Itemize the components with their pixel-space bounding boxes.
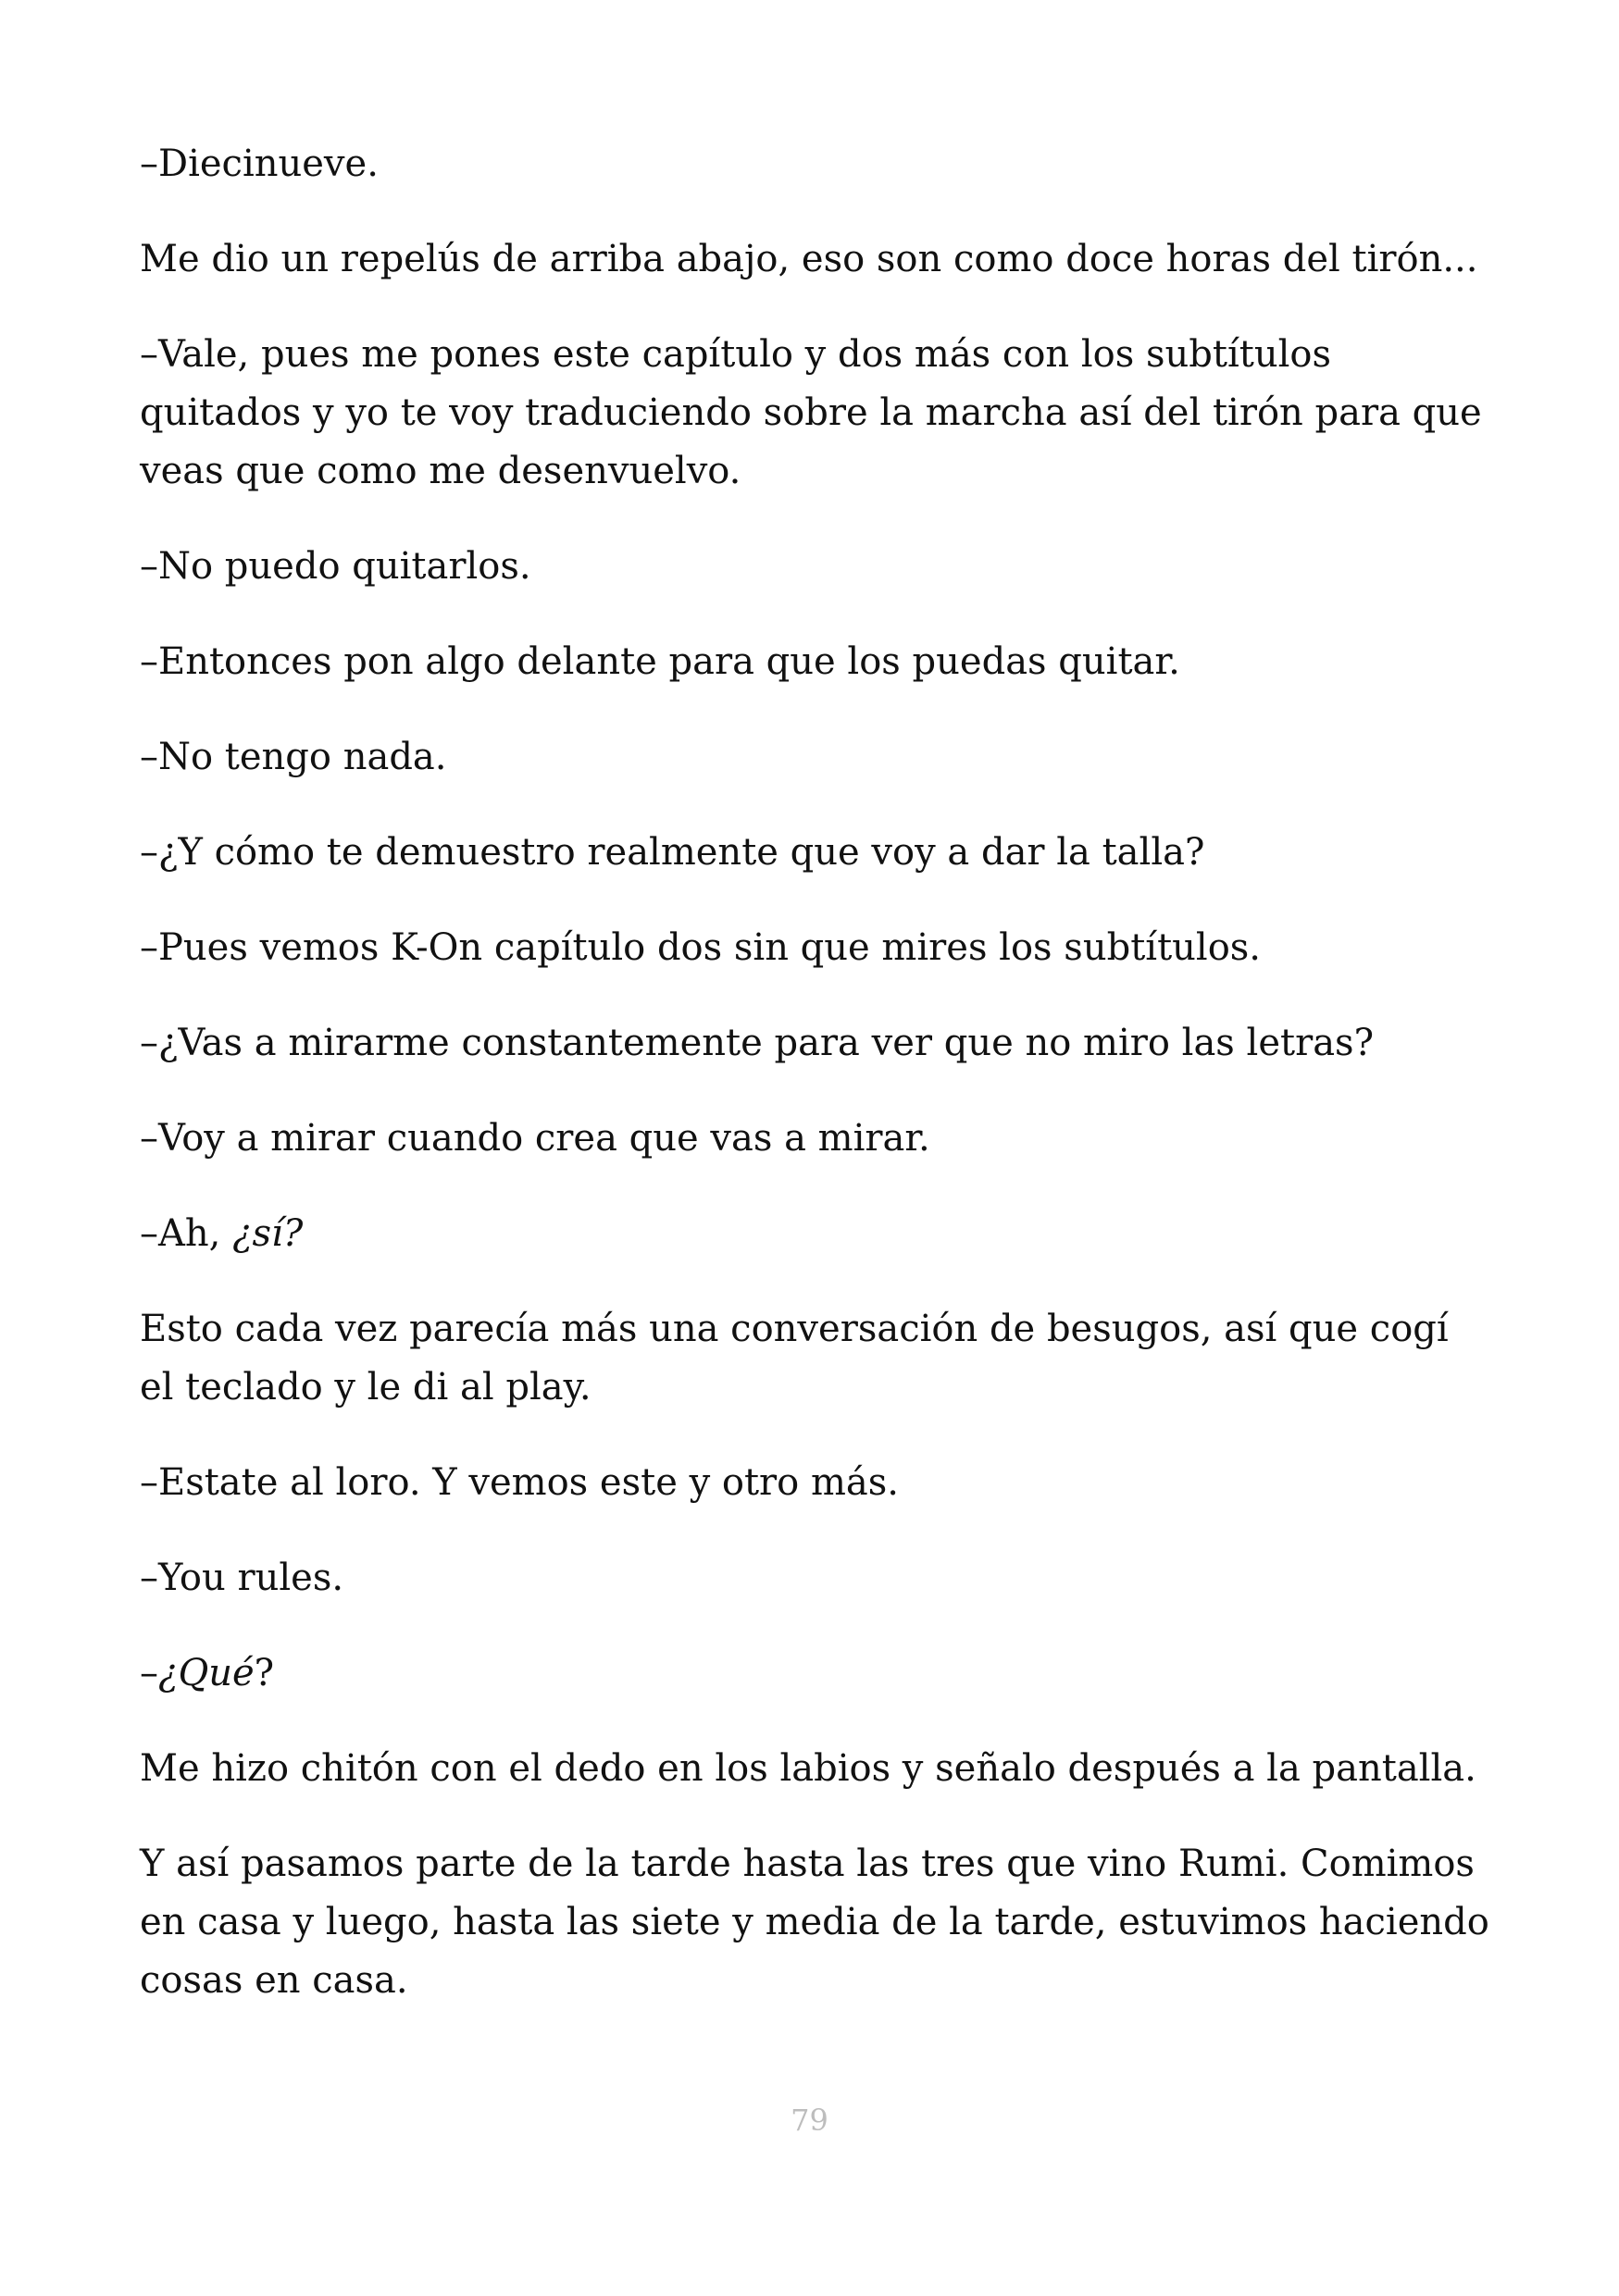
paragraph-ah-si [140, 1205, 1491, 1263]
paragraph-voy-a-mirar: –Voy a mirar cuando crea que vas a mirar. [140, 1117, 930, 1160]
paragraph-no-tengo: –No tengo nada. [140, 736, 447, 778]
paragraph-vale: –Vale, pues me pones este capítulo y dos más con los subtítulos quitados y yo te voy traduciendo sobre la marcha así del tirón para que veas que como me desenvuelvo. [140, 333, 1482, 492]
paragraph-you-rules: –You rules. [140, 1557, 344, 1599]
paragraph-chiton: Me hizo chitón con el dedo en los labios y señalo después a la pantalla. [140, 1747, 1476, 1790]
paragraph-diecinueve: –Diecinueve. [140, 143, 379, 185]
page-number: 79 [791, 2103, 828, 2138]
que-suffix: ? [254, 1652, 275, 1694]
paragraph-repelus: Me dio un repelús de arriba abajo, eso son como doce horas del tirón... [140, 238, 1478, 280]
paragraph-entonces: –Entonces pon algo delante para que los puedas quitar. [140, 640, 1180, 683]
que-italic: ¿Qué [158, 1652, 255, 1694]
paragraph-besugos: Esto cada vez parecía más una conversación de besugos, así que cogí el teclado y le di al play. [140, 1308, 1449, 1409]
body-text [140, 135, 1491, 2047]
ah-italic: ¿sí? [232, 1212, 304, 1255]
paragraph-estate: –Estate al loro. Y vemos este y otro más. [140, 1461, 899, 1504]
paragraph-rumi: Y así pasamos parte de la tarde hasta las tres que vino Rumi. Comimos en casa y luego, hasta las siete y media de la tarde, estuvimos haciendo cosas en casa. [140, 1843, 1489, 2002]
ah-prefix: –Ah, [140, 1212, 233, 1255]
que-prefix: – [140, 1652, 158, 1694]
paragraph-no-puedo: –No puedo quitarlos. [140, 545, 531, 588]
paragraph-como-te-demuestro: –¿Y cómo te demuestro realmente que voy a dar la talla? [140, 831, 1205, 874]
paragraph-vas-a-mirarme: –¿Vas a mirarme constantemente para ver que no miro las letras? [140, 1022, 1375, 1064]
paragraph-pues-vemos: –Pues vemos K-On capítulo dos sin que mires los subtítulos. [140, 926, 1262, 969]
paragraph-que [140, 1644, 1491, 1703]
